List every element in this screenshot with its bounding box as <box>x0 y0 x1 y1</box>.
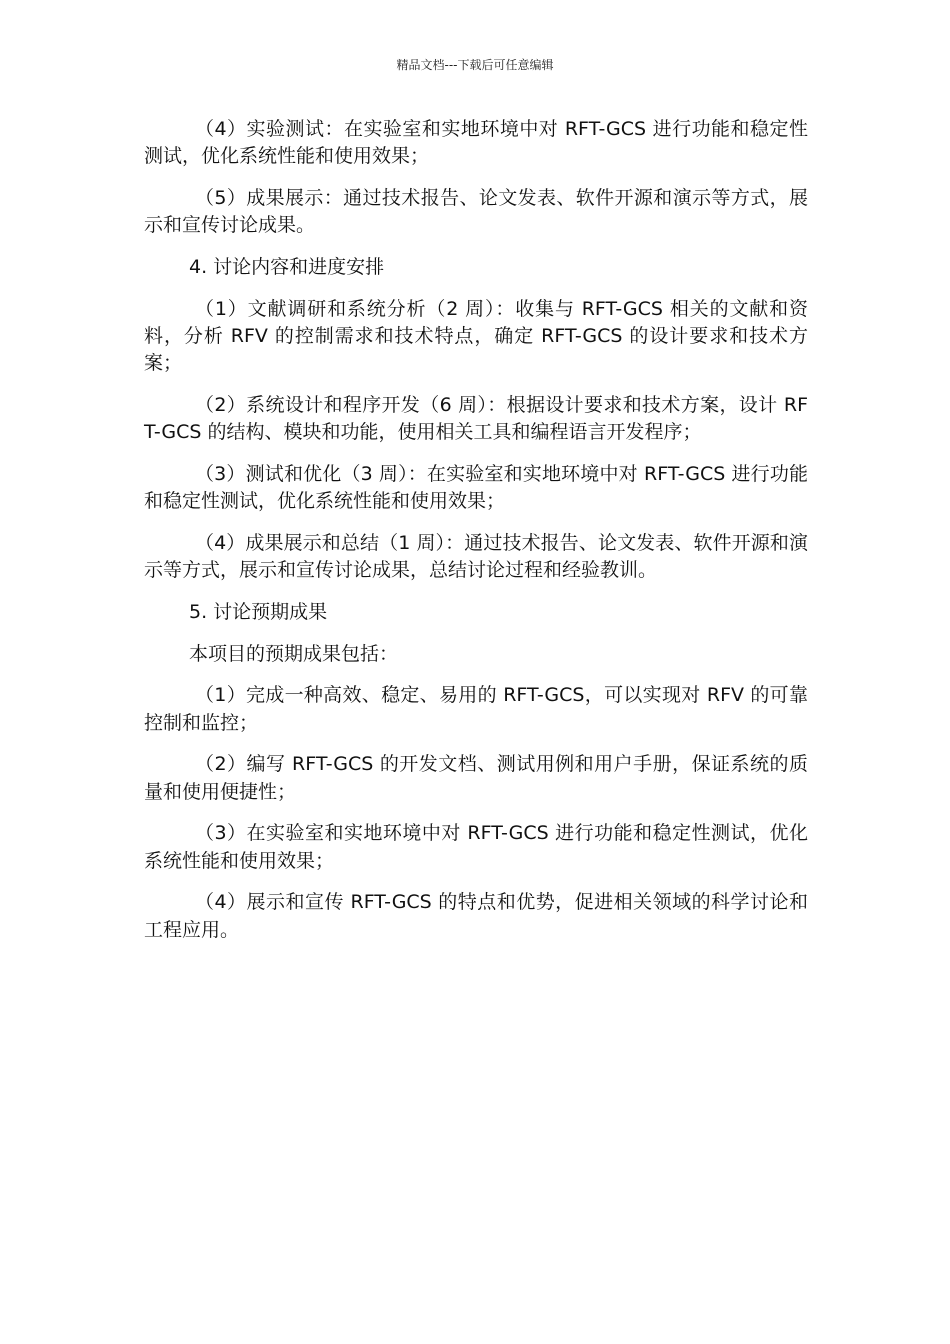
paragraph-schedule-testing: （3）测试和优化（3 周）：在实验室和实地环境中对 RFT-GCS 进行功能和稳定性测试，优化系统性能和使用效果； <box>144 463 808 513</box>
paragraph-expected-intro: 本项目的预期成果包括： <box>189 642 399 665</box>
paragraph-results-display: （5）成果展示：通过技术报告、论文发表、软件开源和演示等方式，展示和宣传讨论成果。 <box>144 187 808 237</box>
page-header: 精品文档---下载后可任意编辑 <box>396 58 554 72</box>
paragraph-schedule-summary: （4）成果展示和总结（1 周）：通过技术报告、论文发表、软件开源和演示等方式，展示和宣传讨论成果，总结讨论过程和经验教训。 <box>144 532 808 582</box>
paragraph-expected-3: （3）在实验室和实地环境中对 RFT-GCS 进行功能和稳定性测试，优化系统性能和使用效果； <box>144 822 808 872</box>
paragraph-schedule-literature: （1）文献调研和系统分析（2 周）：收集与 RFT-GCS 相关的文献和资料，分析 RFV 的控制需求和技术特点，确定 RFT-GCS 的设计要求和技术方案； <box>144 297 808 375</box>
paragraph-schedule-design: （2）系统设计和程序开发（6 周）：根据设计要求和技术方案，设计 RFT-GCS 的结构、模块和功能，使用相关工具和编程语言开发程序； <box>144 394 808 444</box>
section-heading-expected-results: 5. 讨论预期成果 <box>189 601 328 623</box>
section-heading-content-schedule: 4. 讨论内容和进度安排 <box>189 256 385 278</box>
document-body <box>144 116 808 958</box>
paragraph-expected-2: （2）编写 RFT-GCS 的开发文档、测试用例和用户手册，保证系统的质量和使用便捷性； <box>144 753 808 803</box>
paragraph-expected-1: （1）完成一种高效、稳定、易用的 RFT-GCS，可以实现对 RFV 的可靠控制和监控； <box>144 684 808 734</box>
paragraph-experiment-testing: （4）实验测试：在实验室和实地环境中对 RFT-GCS 进行功能和稳定性测试，优化系统性能和使用效果； <box>144 118 808 168</box>
paragraph-expected-4: （4）展示和宣传 RFT-GCS 的特点和优势，促进相关领域的科学讨论和工程应用。 <box>144 891 808 941</box>
